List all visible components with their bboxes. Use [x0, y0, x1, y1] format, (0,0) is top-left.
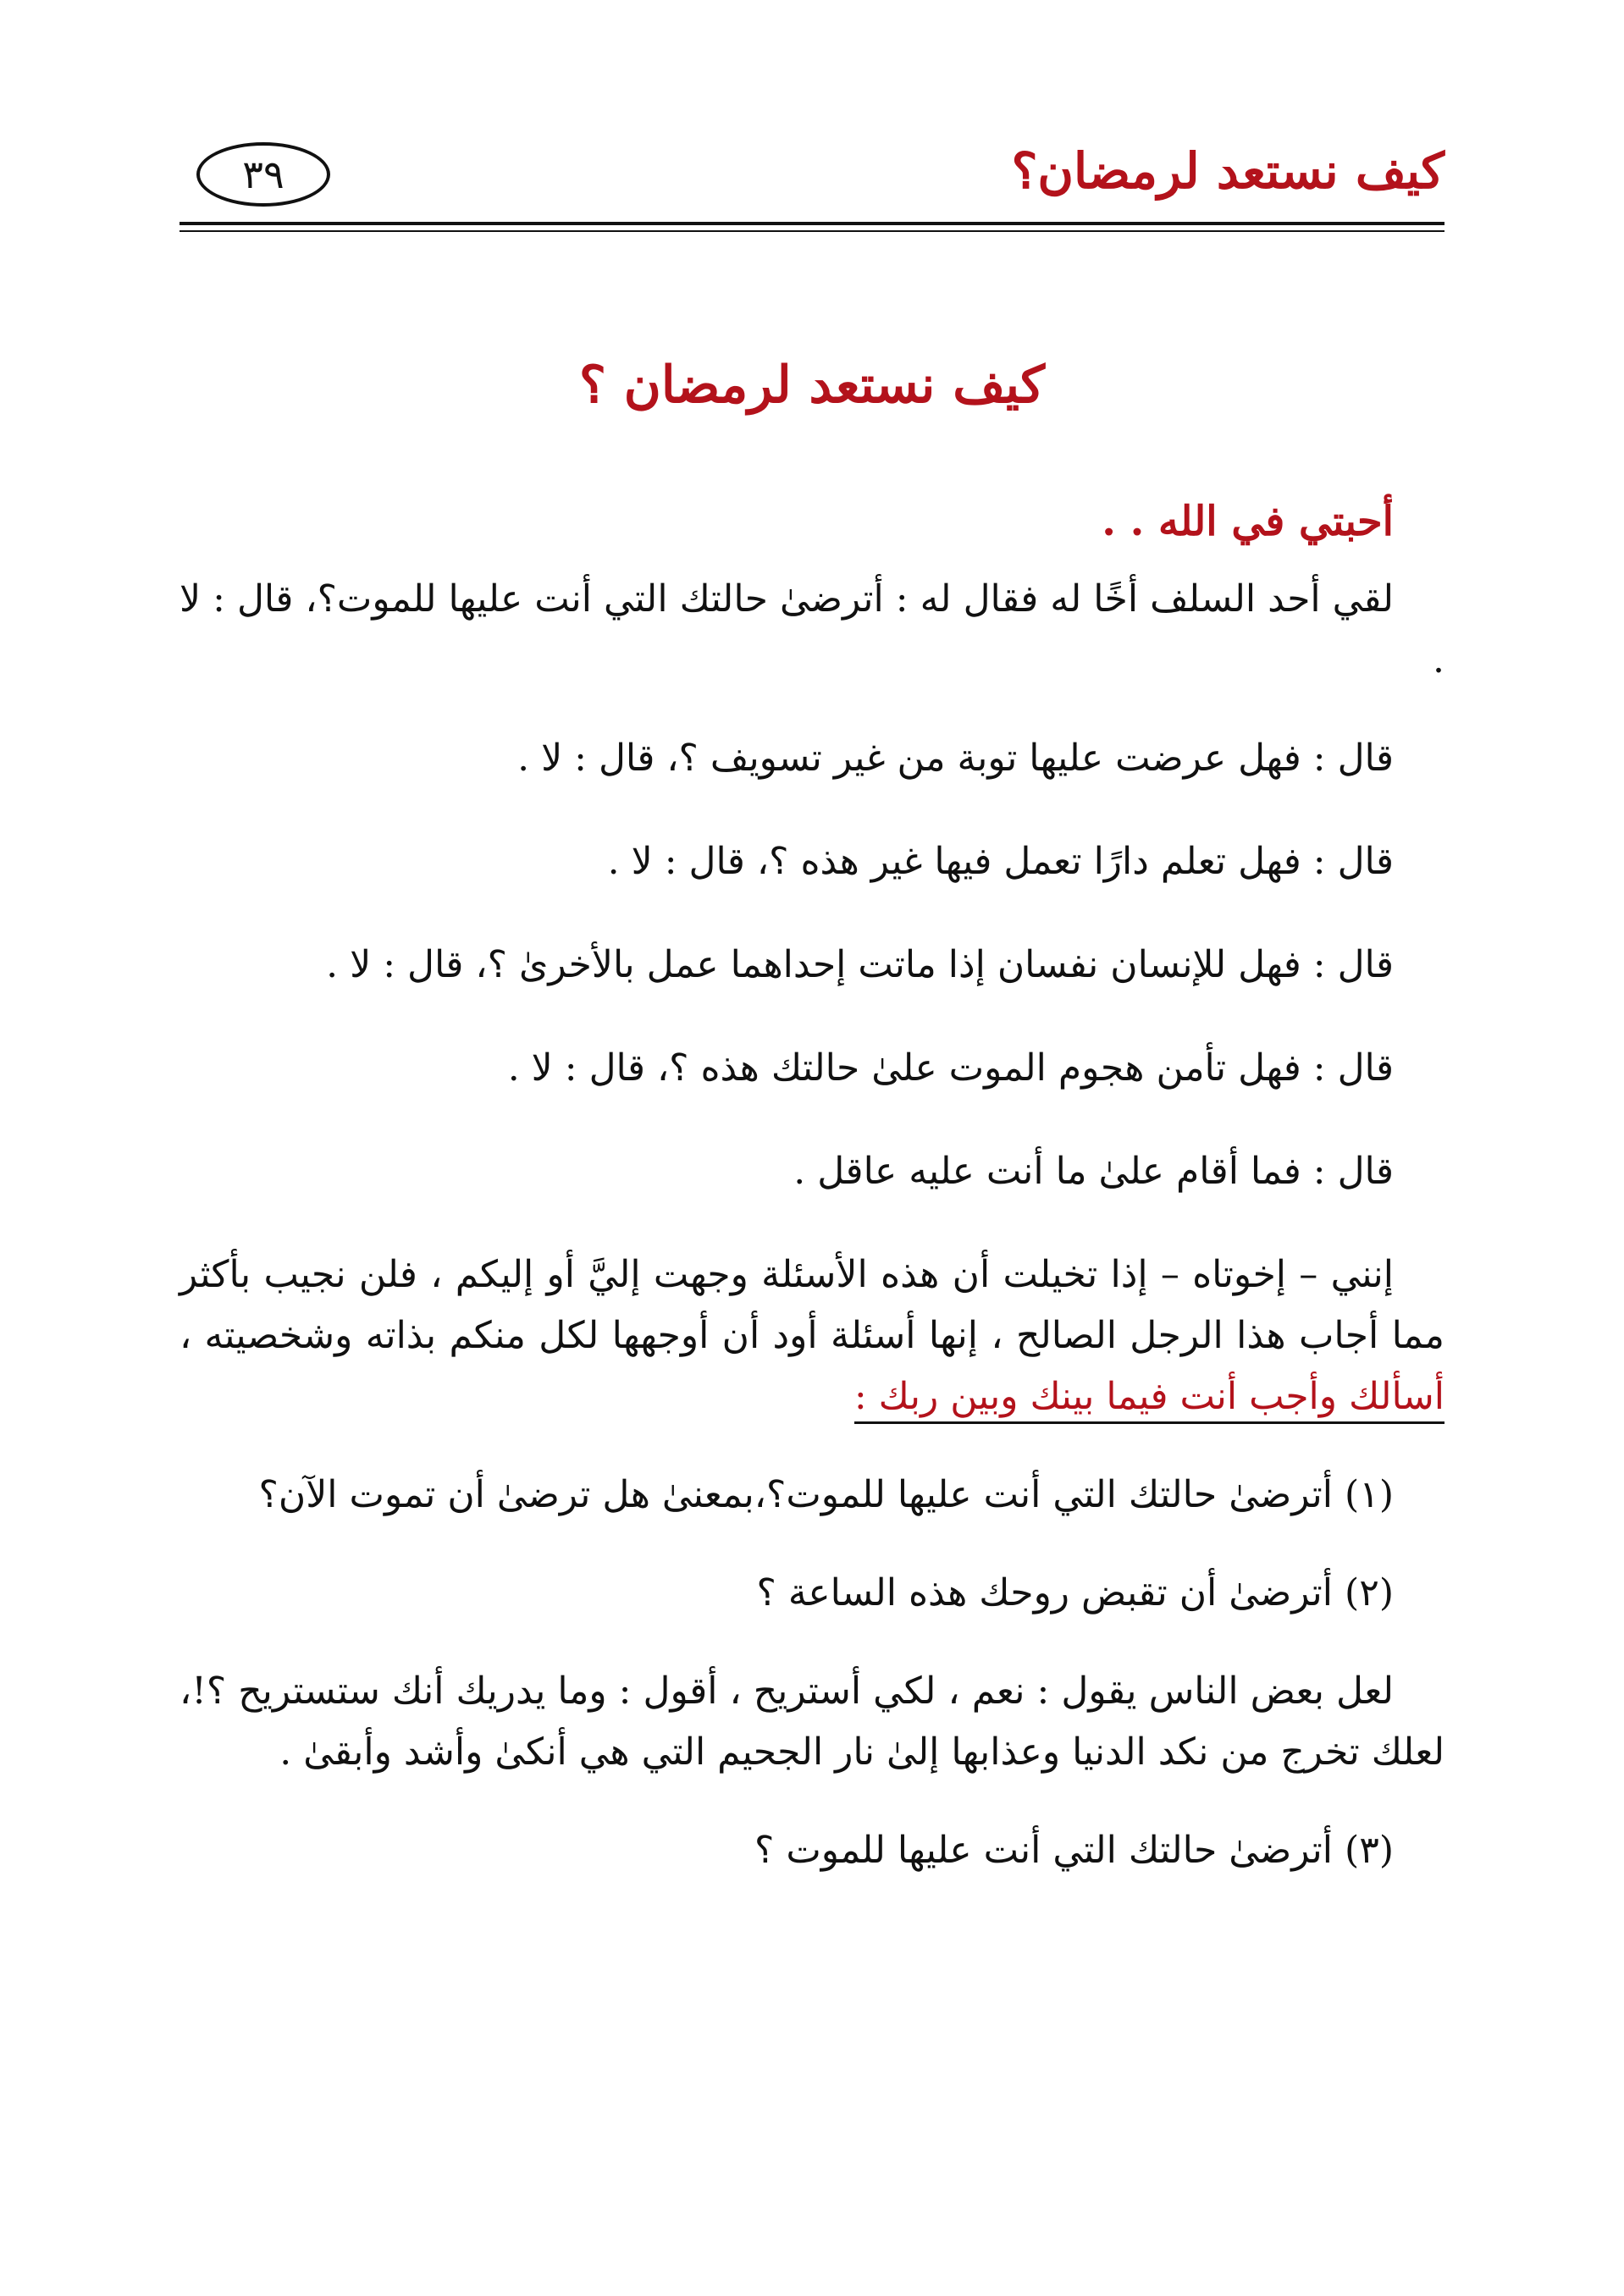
body-text [180, 491, 1444, 1918]
header-rule-thin [180, 230, 1444, 232]
dialogue-line-4: قال : فهل تأمن هجوم الموت علىٰ حالتك هذه ؟، قال : لا . [507, 1046, 1394, 1090]
numbered-question-3: (٣) أترضىٰ حالتك التي أنت عليها للموت ؟ [754, 1829, 1394, 1872]
dialogue-line-1: قال : فهل عرضت عليها توبة من غير تسويف ؟، قال : لا . [517, 737, 1394, 780]
paragraph-2-text: إنني – إخوتاه – إذا تخيلت أن هذه الأسئلة وجهت إليَّ أو إليكم ، فلن نجيب بأكثر مما أجاب هذا الرجل الصالح ، إنها أسئلة أود أن أوجهها لكل منكم بذاته وشخصيته ، [180, 1253, 1444, 1357]
dialogue-line-3: قال : فهل للإنسان نفسان إذا ماتت إحداهما عمل بالأخرىٰ ؟، قال : لا . [326, 943, 1394, 986]
paragraph-3: لعل بعض الناس يقول : نعم ، لكي أستريح ، أقول : وما يدريك أنك ستستريح ؟!، لعلك تخرج من نكد الدنيا وعذابها إلىٰ نار الجحيم التي هي أنكىٰ وأشد وأبقىٰ . [180, 1670, 1444, 1774]
header-rule-thick [180, 222, 1444, 225]
dialogue-line-5: قال : فما أقام علىٰ ما أنت عليه عاقل . [793, 1150, 1394, 1193]
running-head-title: كيف نستعد لرمضان؟ [1011, 142, 1444, 200]
dialogue-line-2: قال : فهل تعلم دارًا تعمل فيها غير هذه ؟، قال : لا . [607, 840, 1394, 883]
paragraph-1: لقي أحد السلف أخًا له فقال له : أترضىٰ حالتك التي أنت عليها للموت؟، قال : لا . [180, 577, 1444, 682]
chapter-title: كيف نستعد لرمضان ؟ [579, 356, 1045, 415]
page-number [196, 142, 330, 207]
highlighted-instruction: أسألك وأجب أنت فيما بينك وبين ربك : [854, 1375, 1444, 1424]
salutation: أحبتي في الله . . [1102, 498, 1394, 545]
paragraph-2 [180, 1245, 1444, 1427]
page-number-text: ٣٩ [242, 152, 284, 197]
numbered-question-2: (٢) أترضىٰ أن تقبض روحك هذه الساعة ؟ [756, 1571, 1394, 1614]
numbered-question-1: (١) أترضىٰ حالتك التي أنت عليها للموت؟،بمعنىٰ هل ترضىٰ أن تموت الآن؟ [258, 1473, 1394, 1516]
